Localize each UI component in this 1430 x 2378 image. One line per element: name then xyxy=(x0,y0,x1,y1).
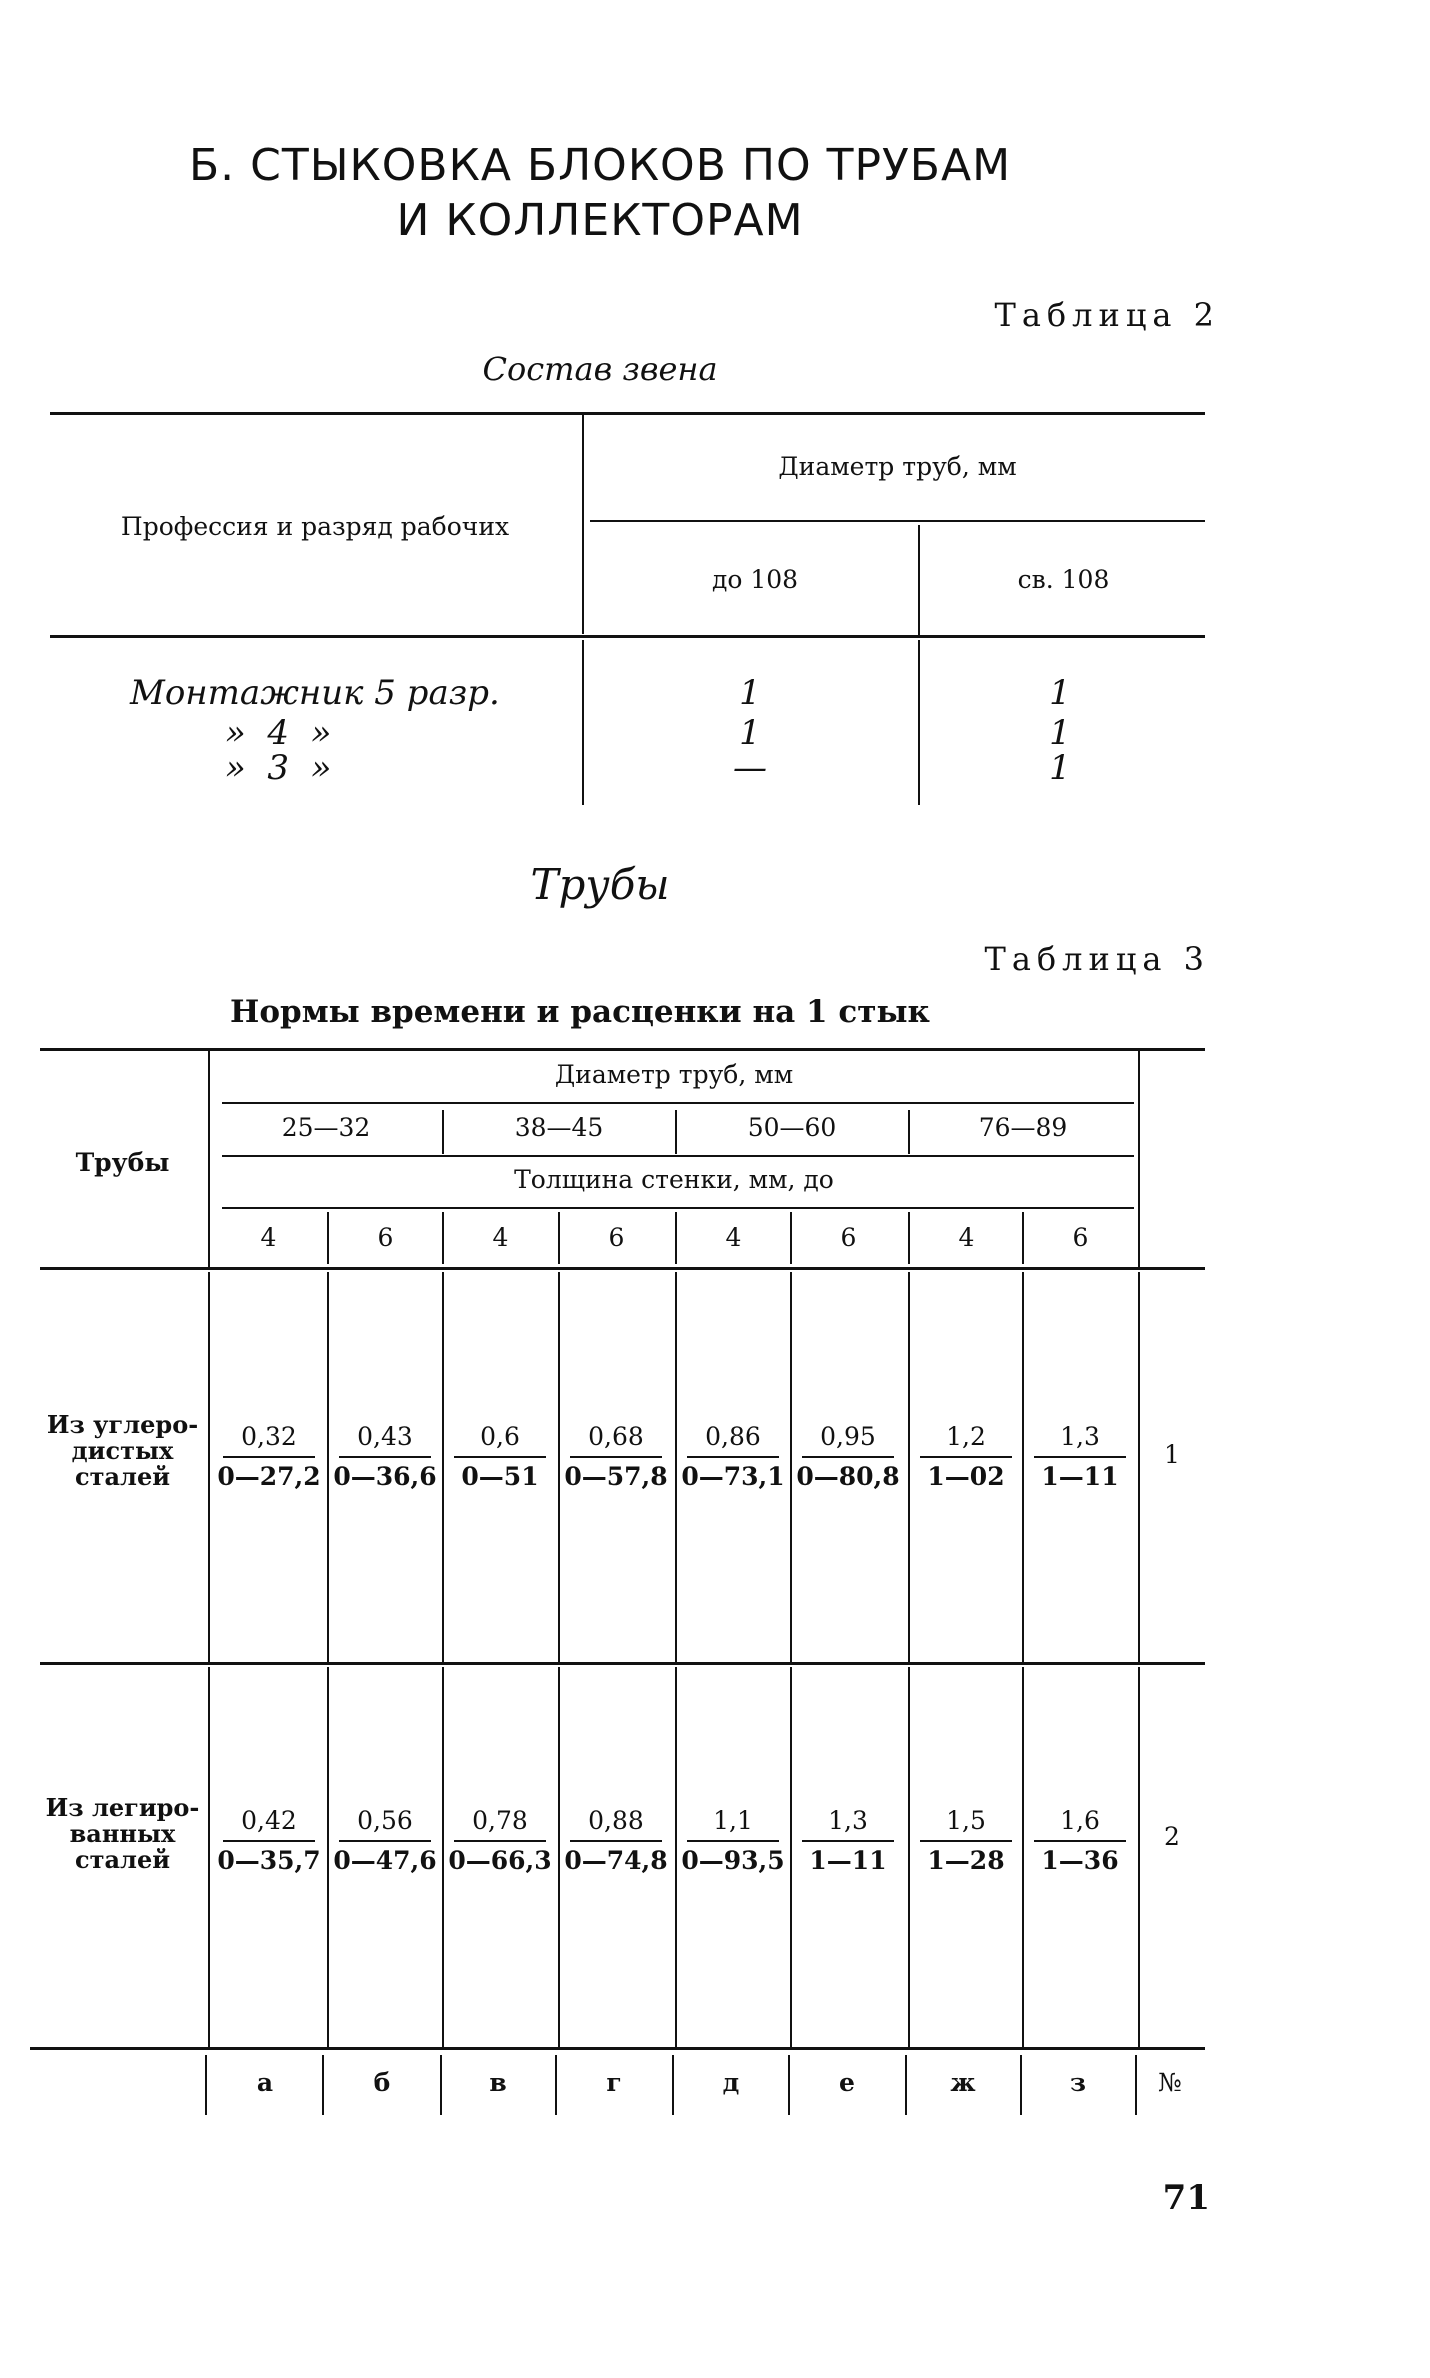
table2-cell-over: 1 xyxy=(1049,713,1071,753)
rate: 1—11 xyxy=(1041,1462,1119,1491)
table3-divider xyxy=(1020,2055,1022,2115)
fraction-bar xyxy=(687,1840,779,1842)
table3-header-wall: Толщина стенки, мм, до xyxy=(514,1165,834,1194)
table3-row-index: 1 xyxy=(1164,1440,1180,1469)
table2-cell-upto: 1 xyxy=(739,673,761,713)
table3-divider xyxy=(322,2055,324,2115)
table3-row-label xyxy=(40,1412,205,1490)
fraction-bar xyxy=(920,1840,1012,1842)
table2-cell-over: 1 xyxy=(1049,673,1071,713)
rate: 0—73,1 xyxy=(681,1462,785,1491)
table3-divider xyxy=(440,2055,442,2115)
row-label-line: дистых xyxy=(71,1436,174,1465)
norm-time: 0,6 xyxy=(480,1422,520,1451)
rate: 0—51 xyxy=(461,1462,539,1491)
column-letter: д xyxy=(722,2068,740,2097)
table2-cell-upto: — xyxy=(733,748,767,788)
rate: 0—66,3 xyxy=(448,1846,552,1875)
table3-cell xyxy=(792,1804,904,1878)
table3-bottom-rule xyxy=(30,2047,1205,2050)
row-label-line: ванных xyxy=(69,1819,176,1848)
table3-row-rule xyxy=(40,1662,1205,1665)
column-letter: а xyxy=(256,2068,274,2097)
table3-wall-value: 4 xyxy=(260,1223,277,1252)
fraction-bar xyxy=(802,1840,894,1842)
column-letter: з xyxy=(1070,2068,1086,2097)
column-letter: е xyxy=(839,2068,855,2097)
rate: 1—28 xyxy=(927,1846,1005,1875)
rate: 1—36 xyxy=(1041,1846,1119,1875)
table3-header-diameter: Диаметр труб, мм xyxy=(554,1060,794,1089)
rate: 0—57,8 xyxy=(564,1462,668,1491)
table3-row-index: 2 xyxy=(1164,1822,1180,1851)
table2-top-rule xyxy=(50,412,1205,415)
table3-wall-value: 6 xyxy=(608,1223,625,1252)
norm-time: 1,3 xyxy=(1060,1422,1100,1451)
table3-number: Таблица 3 xyxy=(984,940,1210,978)
fraction-bar xyxy=(223,1840,315,1842)
table3-caption: Нормы времени и расценки на 1 стык xyxy=(230,994,930,1030)
table3-divider xyxy=(205,2055,207,2115)
fraction-bar xyxy=(454,1840,546,1842)
table2-col-over: св. 108 xyxy=(1017,565,1110,594)
table3-diameter-group: 76—89 xyxy=(978,1113,1068,1142)
table2-cell-over: 1 xyxy=(1049,748,1071,788)
column-letter: б xyxy=(373,2068,391,2097)
table3-divider xyxy=(1138,1667,1140,2047)
norm-time: 0,88 xyxy=(588,1806,644,1835)
rate: 0—36,6 xyxy=(333,1462,437,1491)
norm-time: 0,43 xyxy=(357,1422,413,1451)
table2-cell-upto: 1 xyxy=(739,713,761,753)
page-number: 71 xyxy=(1162,2178,1210,2218)
column-letter: г xyxy=(606,2068,622,2097)
table3-header-rule xyxy=(222,1102,1134,1104)
table3-wall-value: 6 xyxy=(1072,1223,1089,1252)
fraction-bar xyxy=(570,1840,662,1842)
table3-header-rule xyxy=(222,1155,1134,1157)
table3-divider xyxy=(905,2055,907,2115)
fraction-bar xyxy=(570,1456,662,1458)
table2-header-profession: Профессия и разряд рабочих xyxy=(120,512,510,541)
norm-time: 1,5 xyxy=(946,1806,986,1835)
row-label-line: сталей xyxy=(74,1462,171,1491)
fraction-bar xyxy=(920,1456,1012,1458)
table2-divider xyxy=(918,640,920,805)
table3-cell xyxy=(329,1804,441,1878)
column-letter: ж xyxy=(950,2068,976,2097)
table3-diameter-group: 38—45 xyxy=(514,1113,604,1142)
norm-time: 0,32 xyxy=(241,1422,297,1451)
table3-header-bottom-rule xyxy=(40,1267,1205,1270)
table3-cell xyxy=(213,1420,325,1494)
rate: 0—80,8 xyxy=(796,1462,900,1491)
section-title-line2: И КОЛЛЕКТОРАМ xyxy=(396,195,804,246)
table3-diameter-group: 25—32 xyxy=(281,1113,371,1142)
row-label-line: Из углеро- xyxy=(46,1410,199,1439)
norm-time: 1,3 xyxy=(828,1806,868,1835)
table3-cell xyxy=(910,1804,1022,1878)
table2-number: Таблица 2 xyxy=(994,296,1220,334)
table3-cell xyxy=(792,1420,904,1494)
table3-divider xyxy=(672,2055,674,2115)
table3-cell xyxy=(444,1804,556,1878)
table2-header-diameter: Диаметр труб, мм xyxy=(778,452,1017,481)
fraction-bar xyxy=(339,1840,431,1842)
table3-row-label xyxy=(40,1795,205,1873)
table3-cell xyxy=(329,1420,441,1494)
table3-divider xyxy=(1138,1050,1140,1267)
number-sign: № xyxy=(1158,2068,1182,2097)
fraction-bar xyxy=(223,1456,315,1458)
table3-divider xyxy=(788,2055,790,2115)
column-letter: в xyxy=(489,2068,507,2097)
norm-time: 1,2 xyxy=(946,1422,986,1451)
row-label-line: Из легиро- xyxy=(45,1793,200,1822)
fraction-bar xyxy=(802,1456,894,1458)
rate: 0—74,8 xyxy=(564,1846,668,1875)
table3-cell xyxy=(560,1804,672,1878)
table3-divider xyxy=(208,1667,210,2047)
norm-time: 0,42 xyxy=(241,1806,297,1835)
table3-cell xyxy=(910,1420,1022,1494)
table3-top-rule xyxy=(40,1048,1205,1051)
norm-time: 0,78 xyxy=(472,1806,528,1835)
table3-divider xyxy=(1135,2055,1137,2115)
table2-row-profession: Монтажник 5 разр. xyxy=(130,673,500,713)
norm-time: 0,56 xyxy=(357,1806,413,1835)
rate: 1—02 xyxy=(927,1462,1005,1491)
table3-wall-value: 4 xyxy=(725,1223,742,1252)
table2-row-profession: » 3 » xyxy=(225,748,332,788)
rate: 0—35,7 xyxy=(217,1846,321,1875)
table3-cell xyxy=(213,1804,325,1878)
rate: 0—93,5 xyxy=(681,1846,785,1875)
table3-divider xyxy=(208,1050,210,1267)
norm-time: 1,6 xyxy=(1060,1806,1100,1835)
table3-cell xyxy=(1024,1420,1136,1494)
fraction-bar xyxy=(454,1456,546,1458)
pipes-heading: Трубы xyxy=(530,860,670,909)
table2-row-profession: » 4 » xyxy=(225,713,332,753)
table2-col-upto: до 108 xyxy=(711,565,799,594)
section-title-line1: Б. СТЫКОВКА БЛОКОВ ПО ТРУБАМ xyxy=(188,140,1012,191)
table3-diameter-group: 50—60 xyxy=(747,1113,837,1142)
rate: 0—47,6 xyxy=(333,1846,437,1875)
table3-wall-value: 4 xyxy=(958,1223,975,1252)
table3-cell xyxy=(677,1804,789,1878)
norm-time: 0,68 xyxy=(588,1422,644,1451)
table3-divider xyxy=(1138,1272,1140,1662)
table3-cell xyxy=(560,1420,672,1494)
table2-caption: Состав звена xyxy=(482,350,718,388)
table3-cell xyxy=(677,1420,789,1494)
table3-wall-value: 4 xyxy=(492,1223,509,1252)
norm-time: 1,1 xyxy=(713,1806,753,1835)
table3-cell xyxy=(444,1420,556,1494)
table2-divider xyxy=(582,414,584,634)
norm-time: 0,86 xyxy=(705,1422,761,1451)
fraction-bar xyxy=(1034,1456,1126,1458)
fraction-bar xyxy=(339,1456,431,1458)
table2-header-bottom-rule xyxy=(50,635,1205,638)
table3-header-rule xyxy=(222,1207,1134,1209)
rate: 0—27,2 xyxy=(217,1462,321,1491)
fraction-bar xyxy=(1034,1840,1126,1842)
table3-divider xyxy=(208,1272,210,1662)
table3-wall-value: 6 xyxy=(840,1223,857,1252)
table3-wall-value: 6 xyxy=(377,1223,394,1252)
table3-header-pipes: Трубы xyxy=(75,1148,170,1177)
row-label-line: сталей xyxy=(74,1845,171,1874)
table2-header-rule xyxy=(590,520,1205,522)
rate: 1—11 xyxy=(809,1846,887,1875)
table2-divider xyxy=(582,640,584,805)
norm-time: 0,95 xyxy=(820,1422,876,1451)
table3-cell xyxy=(1024,1804,1136,1878)
fraction-bar xyxy=(687,1456,779,1458)
table3-divider xyxy=(555,2055,557,2115)
